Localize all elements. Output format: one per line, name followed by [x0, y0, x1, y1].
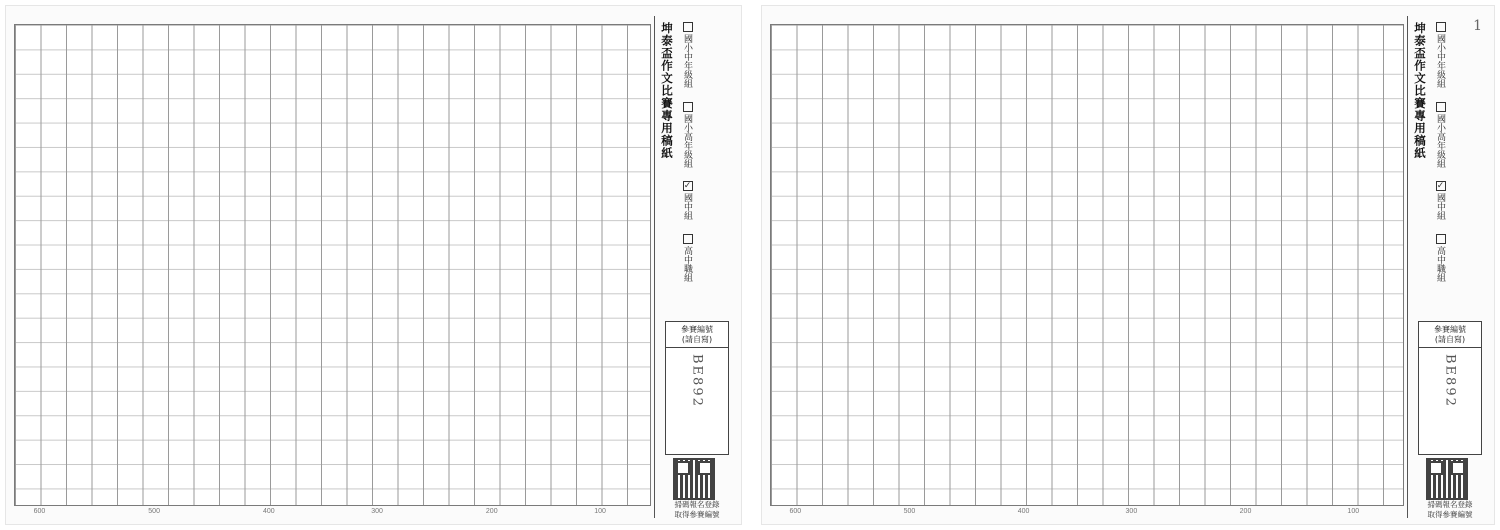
qr-note-line: 取得參賽編號	[1427, 510, 1473, 519]
entry-note: (請自寫)	[1434, 335, 1466, 344]
scale-mark: 200	[1239, 508, 1252, 515]
scale-mark: 600	[789, 508, 802, 515]
entry-note: (請自寫)	[681, 335, 713, 344]
page-number-mark: 1	[1473, 18, 1482, 34]
qr-code-icon[interactable]	[1426, 458, 1468, 500]
category-label: 國中組	[1435, 193, 1445, 221]
category-option[interactable]	[1434, 181, 1447, 220]
category-option[interactable]	[681, 102, 694, 168]
category-option[interactable]	[681, 234, 694, 282]
category-label: 國小高年級組	[682, 113, 692, 168]
form-sidebar	[1407, 16, 1492, 518]
checkbox[interactable]	[1436, 234, 1446, 244]
scale-mark: 100	[594, 508, 606, 515]
scale-mark: 500	[148, 508, 160, 515]
scale-mark: 200	[485, 508, 498, 515]
category-options	[1434, 22, 1447, 282]
entry-number-box	[1418, 321, 1482, 455]
column-count-scale	[770, 508, 1404, 522]
manuscript-sheet-left	[6, 6, 741, 524]
form-title: 坤泰盃作文比賽專用稿紙	[660, 22, 674, 160]
entry-code: BE892	[1442, 354, 1458, 408]
category-label: 高中職組	[1435, 245, 1445, 282]
category-label: 高中職組	[682, 245, 692, 282]
scale-mark: 500	[903, 508, 916, 515]
category-label: 國小高年級組	[1435, 113, 1445, 168]
category-options	[681, 22, 694, 282]
category-option[interactable]	[1434, 234, 1447, 282]
scale-mark: 300	[1125, 508, 1138, 515]
checkbox[interactable]	[683, 234, 693, 244]
manuscript-sheet-right	[762, 6, 1494, 524]
checkbox-checked[interactable]: ✓	[1436, 181, 1445, 192]
checkbox-checked[interactable]: ✓	[683, 181, 692, 192]
checkbox[interactable]	[683, 22, 693, 32]
category-option[interactable]	[1434, 102, 1447, 168]
entry-code: BE892	[689, 354, 705, 408]
qr-note	[659, 500, 735, 520]
category-option[interactable]	[681, 181, 694, 220]
form-sidebar	[654, 16, 739, 518]
category-label: 國小中年級組	[682, 34, 692, 88]
qr-note	[1412, 500, 1488, 520]
category-label: 國小中年級組	[1435, 34, 1445, 88]
entry-label: 參賽編號	[1434, 325, 1466, 334]
checkbox[interactable]	[683, 102, 693, 112]
category-option[interactable]	[681, 22, 694, 88]
entry-number-box	[665, 321, 729, 455]
entry-label: 參賽編號	[681, 325, 713, 334]
category-label: 國中組	[682, 193, 692, 221]
scale-mark: 400	[1017, 508, 1030, 515]
qr-code-icon[interactable]	[673, 458, 715, 500]
scale-mark: 400	[262, 508, 275, 515]
qr-note-line: 掃碼報名登錄	[1427, 500, 1473, 509]
checkbox[interactable]	[1436, 102, 1446, 112]
writing-grid	[770, 24, 1404, 506]
form-title: 坤泰盃作文比賽專用稿紙	[1413, 22, 1427, 160]
scale-mark: 100	[1347, 508, 1360, 515]
scale-mark: 600	[33, 508, 46, 515]
writing-grid	[14, 24, 651, 506]
qr-note-line: 取得參賽編號	[674, 510, 720, 519]
category-option[interactable]	[1434, 22, 1447, 88]
qr-note-line: 掃碼報名登錄	[674, 500, 720, 509]
checkbox[interactable]	[1436, 22, 1446, 32]
column-count-scale	[14, 508, 651, 522]
scale-mark: 300	[371, 508, 383, 515]
